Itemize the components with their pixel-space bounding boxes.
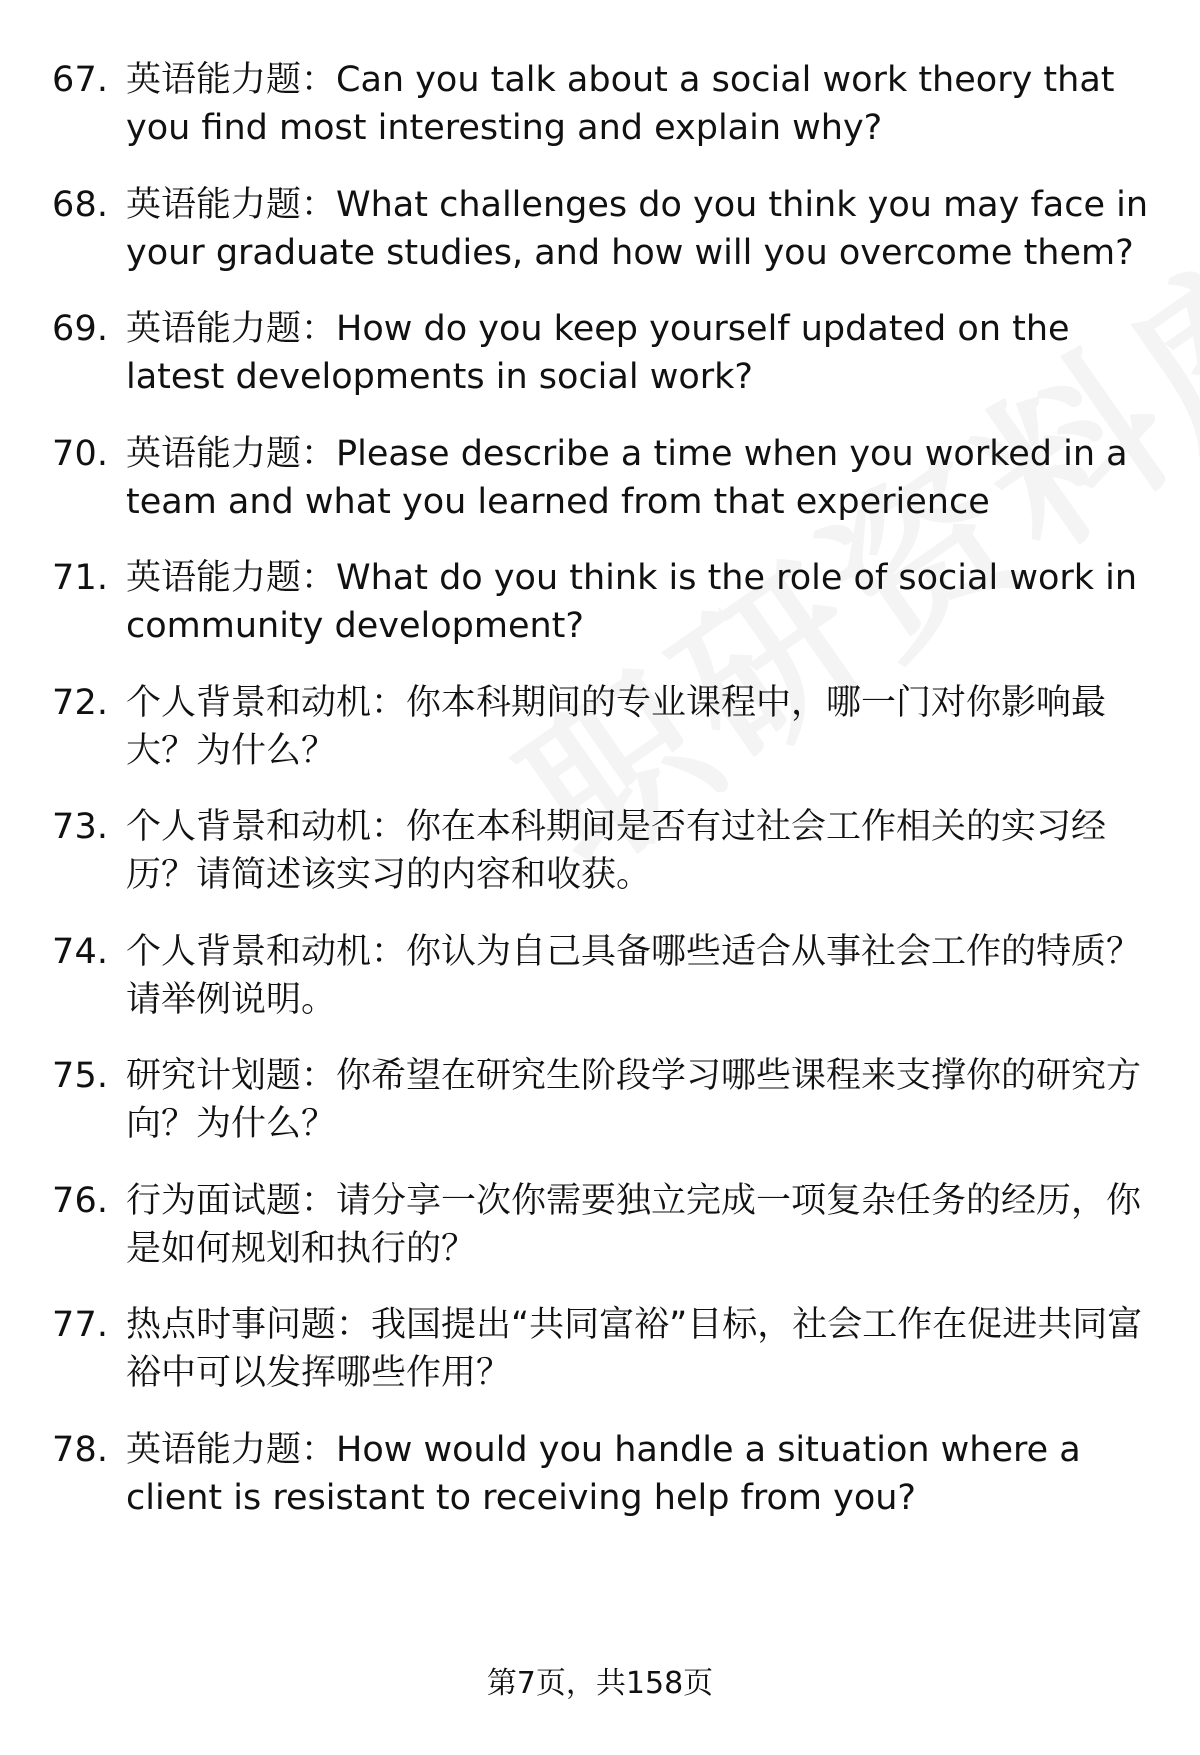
question-text: 个人背景和动机：你本科期间的专业课程中，哪一门对你影响最大？为什么？ bbox=[126, 682, 1107, 771]
list-item bbox=[52, 928, 1152, 1024]
list-item bbox=[52, 554, 1152, 650]
question-number: 68. bbox=[52, 184, 109, 225]
question-number: 77. bbox=[52, 1305, 109, 1345]
question-number: 76. bbox=[52, 1180, 109, 1221]
question-text: 个人背景和动机：你认为自己具备哪些适合从事社会工作的特质？请举例说明。 bbox=[126, 931, 1142, 1020]
question-text: 英语能力题：What do you think is the role of social work in community development? bbox=[126, 558, 1138, 646]
question-number: 71. bbox=[52, 558, 109, 598]
question-text: 研究计划题：你希望在研究生阶段学习哪些课程来支撑你的研究方向？为什么？ bbox=[126, 1056, 1142, 1144]
question-number: 72. bbox=[52, 682, 109, 723]
question-number: 70. bbox=[52, 433, 109, 474]
question-number: 73. bbox=[52, 807, 109, 847]
question-text: 英语能力题：How do you keep yourself updated on the latest developments in social work? bbox=[126, 309, 1070, 397]
list-item bbox=[52, 679, 1152, 775]
question-number: 69. bbox=[52, 309, 109, 349]
question-number: 67. bbox=[52, 60, 109, 100]
question-text: 英语能力题：How would you handle a situation where a client is resistant to receiving help from you? bbox=[126, 1429, 1081, 1518]
list-item bbox=[52, 56, 1152, 152]
list-item bbox=[52, 1052, 1152, 1148]
list-item bbox=[52, 1301, 1152, 1397]
list-item bbox=[52, 305, 1152, 401]
question-number: 75. bbox=[52, 1056, 109, 1096]
question-number: 74. bbox=[52, 931, 109, 972]
list-item bbox=[52, 181, 1152, 277]
question-text: 英语能力题：Please describe a time when you worked in a team and what you learned from that experience bbox=[126, 433, 1128, 522]
list-item bbox=[52, 1177, 1152, 1273]
question-list bbox=[52, 56, 1152, 1550]
question-text: 个人背景和动机：你在本科期间是否有过社会工作相关的实习经历？请简述该实习的内容和收获。 bbox=[126, 807, 1107, 895]
list-item bbox=[52, 803, 1152, 899]
question-text: 行为面试题：请分享一次你需要独立完成一项复杂任务的经历，你是如何规划和执行的？ bbox=[126, 1180, 1142, 1269]
question-text: 热点时事问题：我国提出“共同富裕”目标，社会工作在促进共同富裕中可以发挥哪些作用？ bbox=[126, 1305, 1143, 1393]
question-number: 78. bbox=[52, 1429, 109, 1470]
question-text: 英语能力题：What challenges do you think you may face in your graduate studies, and how will you overcome them? bbox=[126, 184, 1149, 273]
list-item bbox=[52, 430, 1152, 526]
page-footer: 第7页，共158页 bbox=[486, 1666, 714, 1701]
list-item bbox=[52, 1426, 1152, 1522]
question-text: 英语能力题：Can you talk about a social work theory that you find most interesting and explain why? bbox=[126, 60, 1115, 148]
